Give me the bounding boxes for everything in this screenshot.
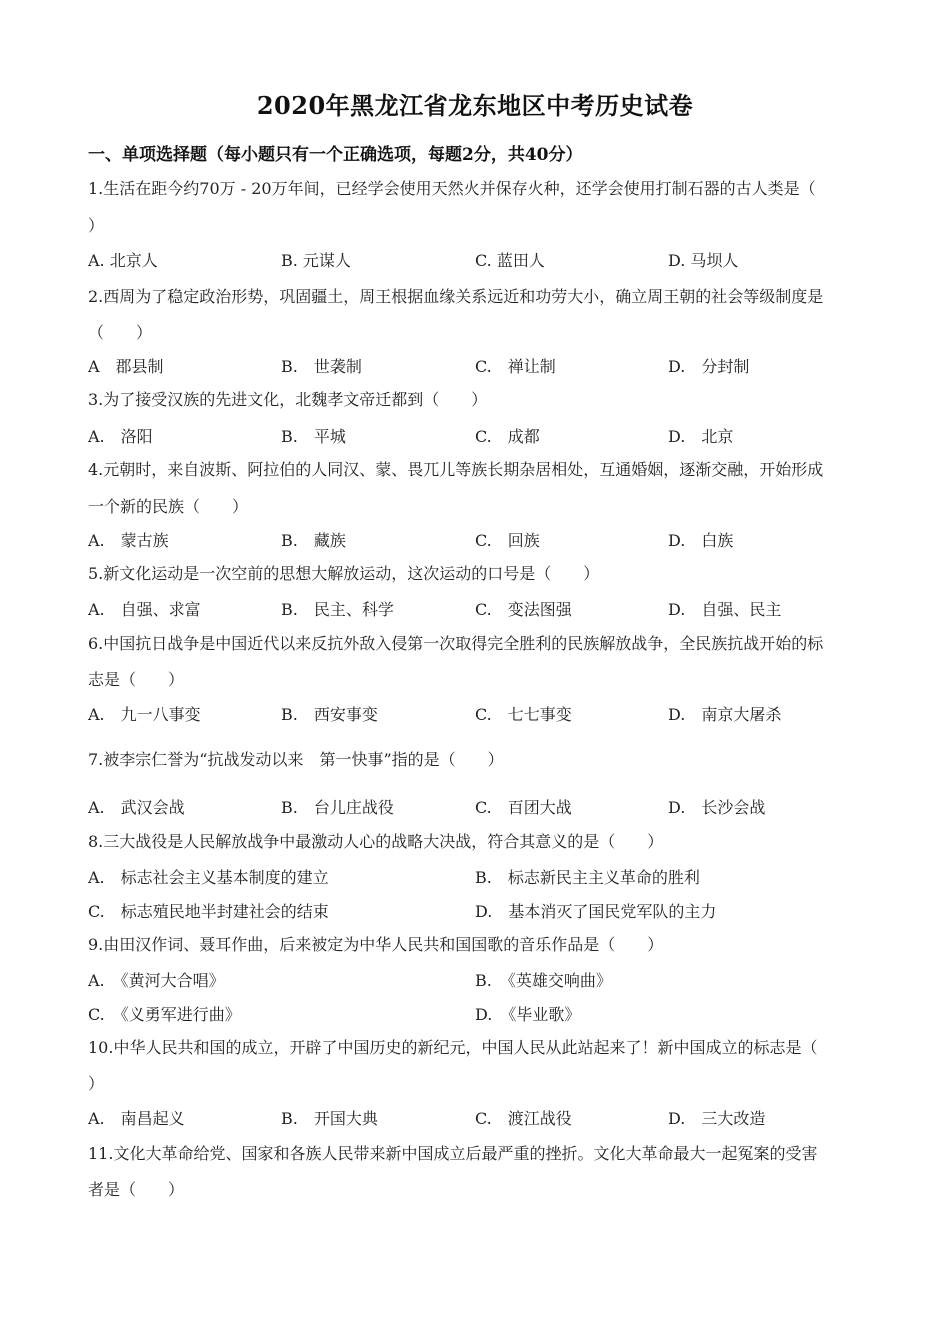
question-2-line-1: 2.西周为了稳定政治形势，巩固疆土，周王根据血缘关系远近和功劳大小，确立周王朝的社会等级制度是: [88, 287, 824, 306]
question-2-line-2: （ ）: [88, 323, 153, 342]
question-9-option-a: A. 《黄河大合唱》: [88, 971, 225, 990]
question-3-option-c: C. 成都: [475, 427, 540, 446]
question-10-option-a: A. 南昌起义: [88, 1109, 185, 1128]
exam-title: 2020年黑龙江省龙东地区中考历史试卷: [256, 91, 694, 120]
question-10-option-b: B. 开国大典: [281, 1109, 378, 1128]
question-1-line-1: 1.生活在距今约70万 - 20万年间，已经学会使用天然火并保存火种，还学会使用打制石器的古人类是（: [88, 179, 816, 198]
question-6-option-b: B. 西安事变: [281, 705, 378, 724]
question-1-option-d: D. 马坝人: [668, 251, 739, 270]
question-6-line-1: 6.中国抗日战争是中国近代以来反抗外敌入侵第一次取得完全胜利的民族解放战争，全民族抗战开始的标: [88, 634, 824, 653]
question-4-option-d: D. 白族: [668, 531, 734, 550]
question-5-option-c: C. 变法图强: [475, 600, 572, 619]
question-7-line-1: 7.被李宗仁誉为“抗战发动以来 第一快事”指的是（ ）: [88, 750, 504, 769]
question-5-option-b: B. 民主、科学: [281, 600, 394, 619]
question-9-option-b: B. 《英雄交响曲》: [475, 971, 612, 990]
question-10-line-1: 10.中华人民共和国的成立，开辟了中国历史的新纪元，中国人民从此站起来了！新中国成立的标志是（: [88, 1038, 818, 1057]
question-10-option-d: D. 三大改造: [668, 1109, 766, 1128]
question-1-option-a: A. 北京人: [88, 251, 158, 270]
question-6-option-a: A. 九一八事变: [88, 705, 201, 724]
question-8-option-a: A. 标志社会主义基本制度的建立: [88, 868, 329, 887]
question-3-line-1: 3.为了接受汉族的先进文化，北魏孝文帝迁都到（ ）: [88, 390, 488, 409]
question-8-option-c: C. 标志殖民地半封建社会的结束: [88, 902, 329, 921]
question-8-line-1: 8.三大战役是人民解放战争中最激动人心的战略大决战，符合其意义的是（ ）: [88, 832, 664, 851]
question-9-line-1: 9.由田汉作词、聂耳作曲，后来被定为中华人民共和国国歌的音乐作品是（ ）: [88, 935, 664, 954]
question-4-line-1: 4.元朝时，来自波斯、阿拉伯的人同汉、蒙、畏兀儿等族长期杂居相处，互通婚姻，逐渐交融，开始形成: [88, 460, 824, 479]
question-10-line-2: ）: [88, 1074, 105, 1093]
question-6-line-2: 志是（ ）: [88, 670, 185, 689]
question-3-option-b: B. 平城: [281, 427, 346, 446]
question-11-line-1: 11.文化大革命给党、国家和各族人民带来新中国成立后最严重的挫折。文化大革命最大一起冤案的受害: [88, 1144, 818, 1163]
question-9-option-d: D. 《毕业歌》: [475, 1005, 581, 1024]
question-2-option-c: C. 禅让制: [475, 357, 556, 376]
question-8-option-d: D. 基本消灭了国民党军队的主力: [475, 902, 717, 921]
question-3-option-d: D. 北京: [668, 427, 734, 446]
question-5-line-1: 5.新文化运动是一次空前的思想大解放运动，这次运动的口号是（ ）: [88, 564, 600, 583]
question-4-option-a: A. 蒙古族: [88, 531, 169, 550]
question-4-option-b: B. 藏族: [281, 531, 346, 550]
question-5-option-d: D. 自强、民主: [668, 600, 782, 619]
question-7-option-c: C. 百团大战: [475, 798, 572, 817]
question-1-option-c: C. 蓝田人: [475, 251, 545, 270]
question-1-option-b: B. 元谋人: [281, 251, 351, 270]
question-7-option-d: D. 长沙会战: [668, 798, 766, 817]
question-2-option-b: B. 世袭制: [281, 357, 362, 376]
question-1-line-2: ）: [88, 216, 105, 235]
question-6-option-d: D. 南京大屠杀: [668, 705, 782, 724]
question-3-option-a: A. 洛阳: [88, 427, 153, 446]
question-11-line-2: 者是（ ）: [88, 1180, 185, 1199]
question-2-option-a: A 郡县制: [88, 357, 164, 376]
question-2-option-d: D. 分封制: [668, 357, 750, 376]
question-10-option-c: C. 渡江战役: [475, 1109, 572, 1128]
question-5-option-a: A. 自强、求富: [88, 600, 201, 619]
section-heading: 一、单项选择题（每小题只有一个正确选项，每题2分，共40分）: [88, 145, 583, 165]
question-4-line-2: 一个新的民族（ ）: [88, 497, 249, 516]
question-4-option-c: C. 回族: [475, 531, 540, 550]
question-8-option-b: B. 标志新民主主义革命的胜利: [475, 868, 700, 887]
question-6-option-c: C. 七七事变: [475, 705, 572, 724]
question-7-option-a: A. 武汉会战: [88, 798, 185, 817]
question-9-option-c: C. 《义勇军进行曲》: [88, 1005, 241, 1024]
question-7-option-b: B. 台儿庄战役: [281, 798, 394, 817]
